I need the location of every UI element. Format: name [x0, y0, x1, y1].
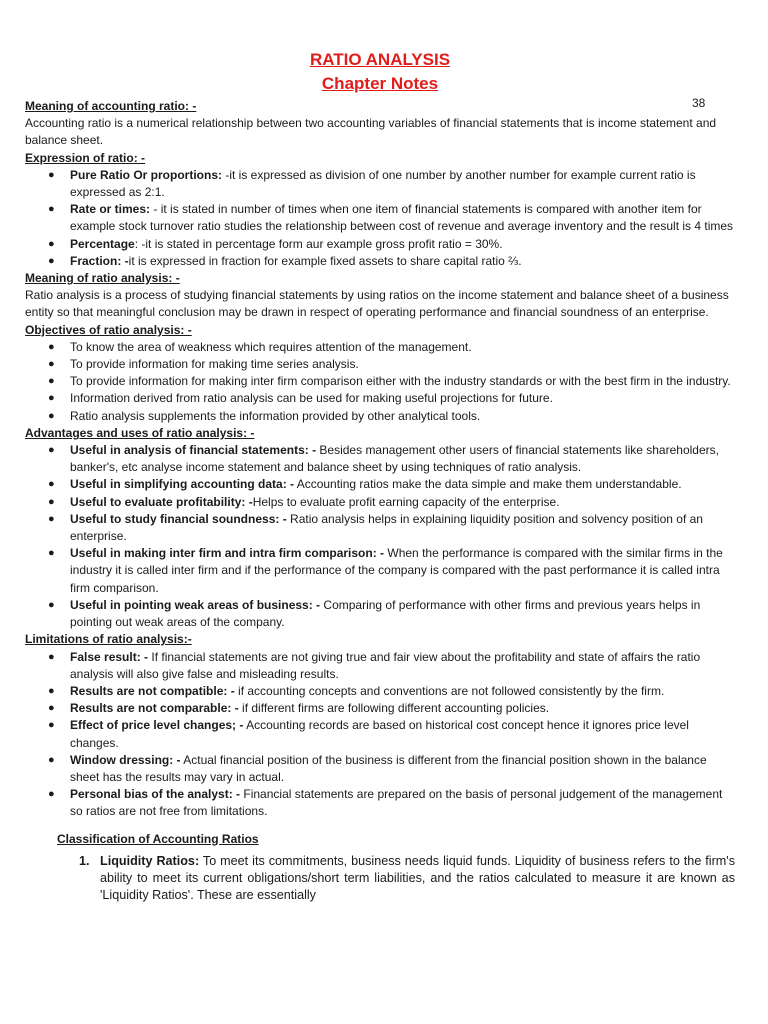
list-item-term: Pure Ratio Or proportions: [70, 167, 223, 182]
list-item-term: Personal bias of the analyst: - [70, 787, 241, 802]
bullet-icon: ● [48, 753, 55, 766]
list-item-text: To provide information for making inter firm comparison either with the industry standards or with the best firm in the industry. [70, 374, 731, 389]
list-item [25, 649, 735, 683]
item-number: 1. [79, 853, 90, 868]
bullet-list-advantages [25, 442, 735, 631]
list-item [25, 373, 735, 390]
section-heading-classification: Classification of Accounting Ratios [57, 831, 259, 846]
list-item-term: Useful to evaluate profitability: - [70, 494, 253, 509]
bullet-icon: ● [48, 512, 55, 525]
document-title: RATIO ANALYSIS [309, 50, 451, 69]
list-item-term: Useful in analysis of financial statements: - [70, 443, 317, 458]
list-item [25, 390, 735, 407]
list-item [25, 717, 735, 751]
paragraph-meaning-accounting-ratio: Accounting ratio is a numerical relationship between two accounting variables of financial statements that is income statement and balance sheet. [25, 116, 717, 148]
paragraph-meaning-ratio-analysis: Ratio analysis is a process of studying financial statements by using ratios on the income statement and balance sheet of a business entity so that meaningful conclusion may be drawn in respect of operating performance and financial soundness of an enterprise. [25, 288, 729, 320]
bullet-icon: ● [48, 340, 55, 353]
list-item [25, 511, 735, 545]
bullet-icon: ● [48, 478, 55, 491]
list-item [25, 201, 735, 235]
list-item [25, 494, 735, 511]
list-item-text: If financial statements are not giving true and fair view about the profitability and state of affairs the ratio analysis will also give false and misleading results. [70, 649, 701, 681]
bullet-icon: ● [48, 237, 55, 250]
item-term: Liquidity Ratios: [100, 853, 200, 868]
list-item-text: To provide information for making time series analysis. [70, 357, 359, 372]
list-item-text: Actual financial position of the business is different from the financial position shown in the balance sheet has the results may vary in actual. [70, 752, 707, 784]
list-item [25, 683, 735, 700]
list-item [25, 253, 735, 270]
list-item-text: Accounting records are based on historical cost concept hence it ignores price level changes. [70, 718, 689, 750]
bullet-list-objectives [25, 339, 735, 425]
list-item-term: Useful in making inter firm and intra firm comparison: - [70, 546, 385, 561]
document-subtitle: Chapter Notes [321, 74, 439, 93]
list-item-text: -it is expressed as division of one number by another number for example current ratio is expressed as 2:1. [70, 167, 696, 200]
bullet-icon: ● [48, 168, 55, 181]
bullet-icon: ● [48, 409, 55, 422]
section-heading-meaning-accounting-ratio: Meaning of accounting ratio: - [25, 99, 197, 113]
list-item-term: Fraction: - [70, 253, 129, 268]
bullet-icon: ● [48, 495, 55, 508]
list-item [25, 752, 735, 786]
list-item-text: it is expressed in fraction for example fixed assets to share capital ratio ⅔. [128, 253, 522, 268]
list-item [25, 700, 735, 717]
list-item-term: Results are not comparable: - [70, 701, 239, 716]
list-item-term: Effect of price level changes; - [70, 718, 244, 733]
page-number: 38 [692, 96, 706, 110]
list-item [25, 476, 735, 493]
list-item-text: Comparing of performance with other firms and previous years helps in pointing out weak areas of the company. [70, 597, 701, 630]
list-item-text: When the performance is compared with the similar firms in the industry it is called inter firm and if the performance of the company is compared with the past performance it is called intra firm comparison. [70, 546, 723, 595]
list-item [25, 597, 735, 631]
list-item-text: Accounting ratios make the data simple and make them understandable. [294, 477, 682, 492]
list-item [25, 545, 735, 597]
list-item [25, 236, 735, 253]
section-heading-advantages: Advantages and uses of ratio analysis: - [25, 425, 255, 440]
list-item [25, 442, 735, 476]
list-item-text: if different firms are following different accounting policies. [238, 701, 550, 716]
list-item [25, 339, 735, 356]
list-item-term: Useful in pointing weak areas of business: - [70, 597, 321, 612]
list-item [25, 408, 735, 425]
bullet-icon: ● [48, 392, 55, 405]
title-block [25, 48, 735, 96]
bullet-icon: ● [48, 598, 55, 611]
list-item-term: Useful to study financial soundness: - [70, 511, 287, 526]
item-description: To meet its commitments, business needs liquid funds. Liquidity of business refers to the firm's ability to meet its current obligations/short term liabilities, and the ratios calculated to measure it are known as 'Liquidity Ratios'. These are essentially [100, 853, 735, 903]
list-item-text: : -it is stated in percentage form aur example gross profit ratio = 30%. [134, 236, 503, 251]
document-page [25, 48, 735, 905]
list-item-term: False result: - [70, 649, 149, 664]
section-heading-meaning-ratio-analysis: Meaning of ratio analysis: - [25, 271, 180, 286]
list-item-text: Ratio analysis supplements the information provided by other analytical tools. [70, 408, 481, 423]
bullet-list-expression [25, 167, 735, 270]
bullet-icon: ● [48, 788, 55, 801]
section-heading-expression-of-ratio: Expression of ratio: - [25, 150, 146, 165]
list-item-term: Percentage [70, 236, 135, 251]
list-item [25, 786, 735, 820]
list-item-text: Helps to evaluate profit earning capacity of the enterprise. [252, 494, 560, 509]
list-item-text: Information derived from ratio analysis can be used for making useful projections for future. [70, 391, 553, 406]
bullet-icon: ● [48, 719, 55, 732]
list-item-term: Results are not compatible: - [70, 683, 235, 698]
bullet-icon: ● [48, 444, 55, 457]
bullet-icon: ● [48, 358, 55, 371]
section-heading-objectives: Objectives of ratio analysis: - [25, 322, 192, 337]
bullet-icon: ● [48, 547, 55, 560]
list-item [25, 356, 735, 373]
list-item-term: Useful in simplifying accounting data: - [70, 477, 295, 492]
bullet-icon: ● [48, 650, 55, 663]
list-item-text: Besides management other users of financial statements like shareholders, banker's, etc analyse income statement and balance sheet by using techniques of ratio analysis. [70, 443, 719, 475]
list-item-text: Financial statements are prepared on the basis of personal judgement of the management so ratios are not free from limitations. [70, 787, 723, 819]
list-item-term: Window dressing: - [70, 752, 181, 767]
section-heading-limitations: Limitations of ratio analysis:- [25, 632, 192, 647]
bullet-icon: ● [48, 702, 55, 715]
numbered-item-liquidity-ratios [25, 853, 735, 905]
bullet-list-limitations [25, 649, 735, 821]
list-item-text: To know the area of weakness which requires attention of the management. [70, 339, 472, 354]
list-item [25, 167, 735, 201]
list-item-text: - it is stated in number of times when one item of financial statements is compared with another item for example stock turnover ratio studies the relationship between cost of revenue and average inventory and the result is 4 times [70, 202, 734, 234]
bullet-icon: ● [48, 203, 55, 216]
bullet-icon: ● [48, 684, 55, 697]
list-item-text: Ratio analysis helps in explaining liquidity position and solvency position of an enterprise. [70, 511, 703, 544]
bullet-icon: ● [48, 254, 55, 267]
list-item-text: if accounting concepts and conventions are not followed consistently by the firm. [234, 683, 665, 698]
bullet-icon: ● [48, 375, 55, 388]
list-item-term: Rate or times: [70, 202, 151, 217]
